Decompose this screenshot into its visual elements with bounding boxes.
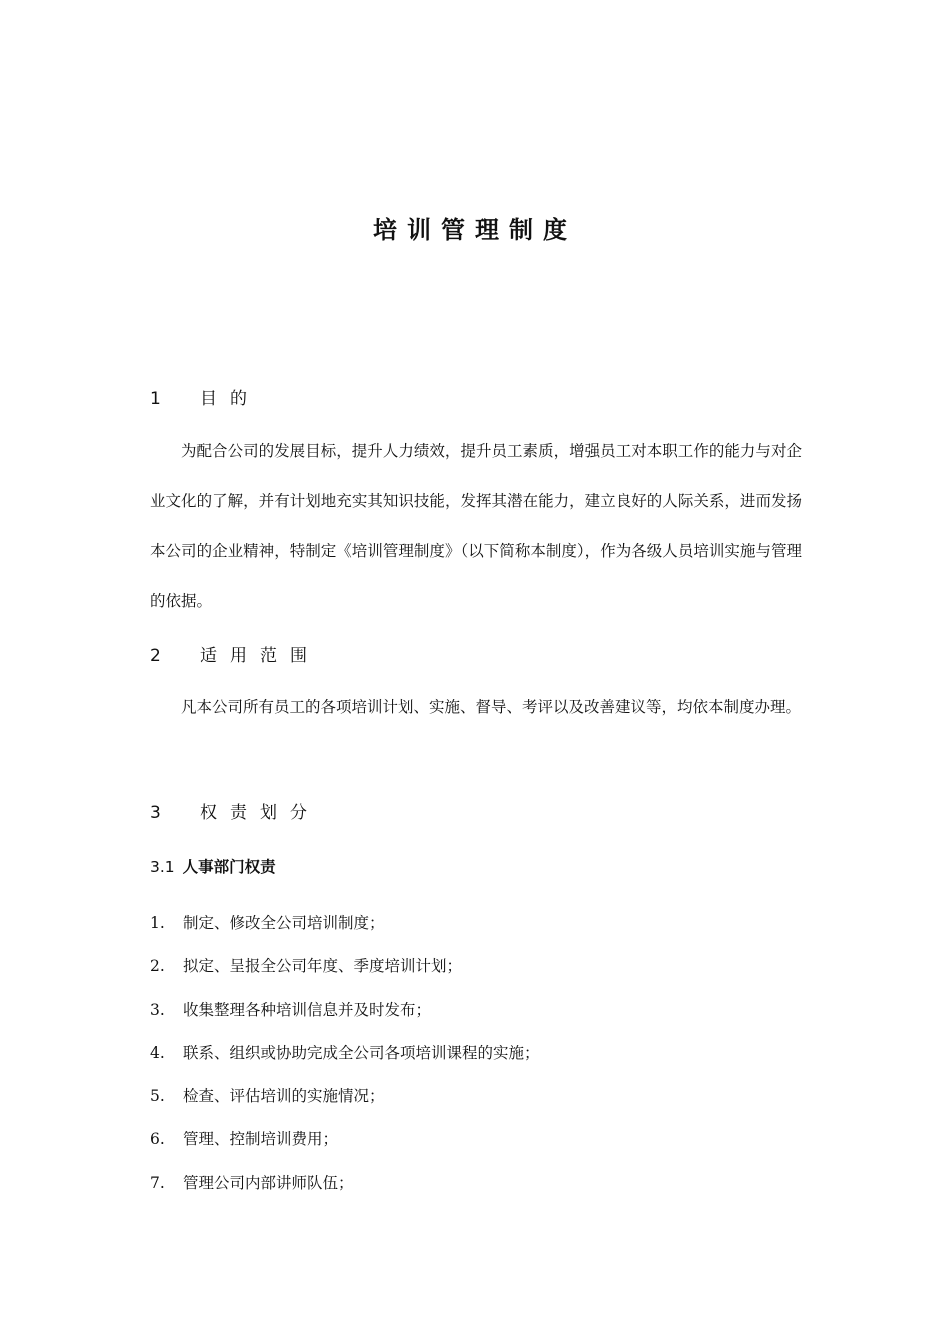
list-item-text: 管理公司内部讲师队伍； [183, 1173, 354, 1192]
section-title: 适用范围 [200, 646, 320, 666]
list-item [150, 954, 540, 997]
list-item-text: 拟定、呈报全公司年度、季度培训计划； [183, 957, 463, 976]
subsection-heading-hr [150, 855, 276, 877]
section-body-scope: 凡本公司所有员工的各项培训计划、实施、督导、考评以及改善建议等，均依本制度办理。 [181, 698, 802, 716]
list-item-number: 4. [150, 1043, 165, 1062]
section-title: 权责划分 [200, 803, 320, 823]
list-item-text: 制定、修改全公司培训制度； [183, 914, 385, 932]
section-number: 1 [150, 389, 161, 409]
subsection-number: 3.1 [150, 858, 175, 876]
hr-responsibility-list [150, 911, 540, 1214]
list-item-number: 5. [150, 1087, 165, 1106]
section-number: 2 [150, 646, 161, 666]
list-item [150, 998, 540, 1041]
section-number: 3 [150, 803, 161, 823]
subsection-title: 人事部门权责 [182, 858, 276, 876]
list-item-text: 联系、组织或协助完成全公司各项培训课程的实施； [183, 1043, 540, 1062]
list-item-number: 6. [150, 1130, 165, 1149]
section-heading-purpose [150, 384, 260, 409]
list-item-number: 7. [150, 1173, 165, 1192]
list-item [150, 911, 540, 954]
list-item [150, 1171, 540, 1214]
section-heading-responsibilities [150, 798, 320, 823]
list-item [150, 1041, 540, 1084]
list-item-text: 管理、控制培训费用； [183, 1130, 339, 1149]
list-item [150, 1127, 540, 1170]
list-item-text: 收集整理各种培训信息并及时发布； [183, 1000, 432, 1019]
list-item-number: 2. [150, 957, 165, 976]
document-title: 培训管理制度 [373, 216, 577, 244]
section-body-purpose: 为配合公司的发展目标，提升人力绩效，提升员工素质，增强员工对本职工作的能力与对企业文化的了解，并有计划地充实其知识技能，发挥其潜在能力，建立良好的人际关系，进而发扬本公司的企业精神，特制定《培训管理制度》（以下简称本制度），作为各级人员培训实施与管理的依据。 [150, 442, 802, 610]
list-item-text: 检查、评估培训的实施情况； [183, 1087, 385, 1106]
list-item [150, 1084, 540, 1127]
section-title: 目的 [200, 389, 260, 409]
list-item-number: 3. [150, 1000, 165, 1019]
section-heading-scope [150, 641, 320, 666]
list-item-number: 1. [150, 914, 165, 932]
